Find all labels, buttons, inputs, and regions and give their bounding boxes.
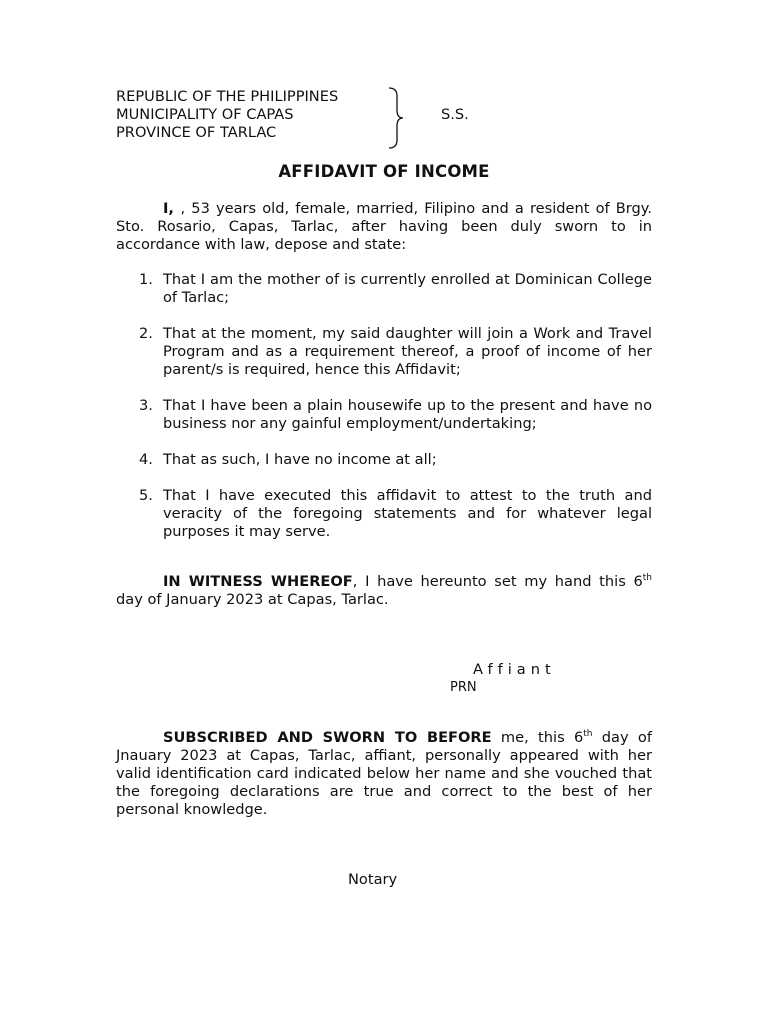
jurat-paragraph [116, 729, 652, 819]
list-item-text: That at the moment, my said daughter will join a Work and Travel Program and as a requirement thereof, a proof of income of her parent/s is required, hence this Affidavit; [163, 325, 652, 378]
witness-lead: IN WITNESS WHEREOF [163, 573, 353, 590]
witness-paragraph [116, 573, 652, 609]
venue-block [116, 88, 396, 142]
intro-lead: I, [163, 200, 181, 217]
list-item-number: 1. [139, 271, 153, 288]
list-item [116, 397, 652, 433]
jurat-lead: SUBSCRIBED AND SWORN TO BEFORE [163, 729, 492, 746]
witness-text: , I have hereunto set my hand this 6 [352, 573, 643, 590]
jurat-text: me, this 6 [491, 729, 584, 746]
list-item-number: 3. [139, 397, 153, 414]
witness-text-end: day of January 2023 at Capas, Tarlac. [116, 591, 389, 608]
list-item-number: 5. [139, 487, 153, 504]
intro-paragraph [116, 200, 652, 254]
jurat-text-end: day of Jnauary 2023 at Capas, Tarlac, affiant, personally appeared with her valid identification card indicated below her name and she vouched that the foregoing declarations are true and correct to the best of her personal knowledge. [116, 729, 652, 818]
list-item-text: That I am the mother of is currently enrolled at Dominican College of Tarlac; [163, 271, 652, 306]
statements-list [116, 271, 652, 559]
affiant-label: Affiant [473, 661, 556, 678]
list-item-text: That I have executed this affidavit to attest to the truth and veracity of the foregoing statements and for whatever legal purposes it may serve. [163, 487, 652, 540]
list-item [116, 451, 652, 469]
list-item-number: 4. [139, 451, 153, 468]
list-item-text: That I have been a plain housewife up to the present and have no business nor any gainful employment/undertaking; [163, 397, 652, 432]
list-item-number: 2. [139, 325, 153, 342]
prn-label: PRN [450, 680, 477, 695]
list-item [116, 487, 652, 541]
list-item [116, 271, 652, 307]
notary-label: Notary [348, 871, 398, 888]
list-item [116, 325, 652, 379]
venue-ss: S.S. [441, 106, 469, 123]
curly-brace-icon [386, 86, 406, 150]
venue-municipality: MUNICIPALITY OF CAPAS [116, 106, 294, 123]
witness-ordinal: th [642, 573, 652, 584]
intro-text: , 53 years old, female, married, Filipino and a resident of Brgy. Sto. Rosario, Capas, Tarlac, after having been duly sworn to in accordance with law, depose and state: [116, 200, 652, 253]
venue-republic: REPUBLIC OF THE PHILIPPINES [116, 88, 339, 105]
jurat-ordinal: th [583, 729, 593, 740]
venue-province: PROVINCE OF TARLAC [116, 124, 277, 141]
document-title: AFFIDAVIT OF INCOME [278, 162, 490, 181]
list-item-text: That as such, I have no income at all; [163, 451, 437, 468]
